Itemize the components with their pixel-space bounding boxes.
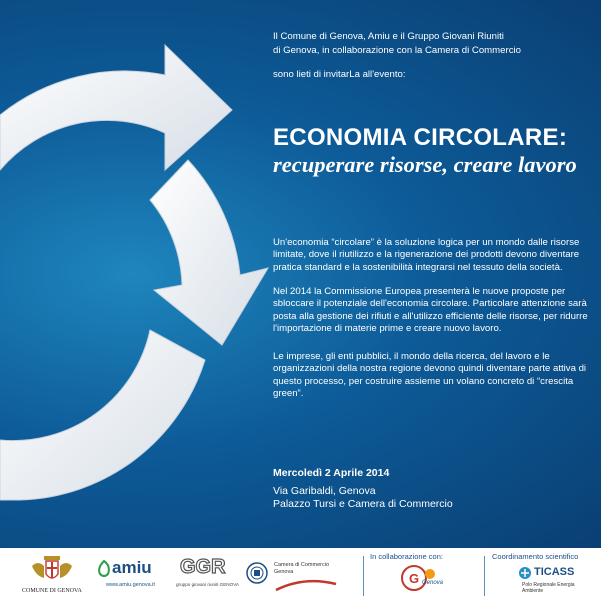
svg-text:G: G (408, 571, 420, 586)
coat-of-arms-icon (22, 554, 82, 586)
collaboration-label: In collaborazione con: (370, 552, 443, 561)
camera-label-line2: Genova (274, 569, 294, 575)
genova-more-icon (400, 562, 446, 594)
event-title: ECONOMIA CIRCOLARE: (273, 124, 568, 151)
event-venue: Palazzo Tursi e Camera di Commercio (273, 498, 453, 510)
ticass-icon (518, 566, 532, 580)
body-paragraph-2: Nel 2014 la Commissione Europea presenterà le nuove proposte per sbloccare il potenziale dell'economia circolare. Particolare attenzione sarà posta alla gestione dei rifiuti e all'utilizzo efficiente delle risorse, per ridurre l'importazione di materie prime e creare nuovo lavoro. (273, 286, 588, 334)
intro-text (273, 30, 573, 58)
event-subtitle: recuperare risorse, creare lavoro (273, 152, 577, 177)
amiu-name: amiu (112, 558, 152, 577)
camera-commercio-logo (246, 560, 342, 594)
footer-divider-2 (484, 556, 485, 596)
event-date: Mercoledì 2 Aprile 2014 (273, 467, 390, 479)
amiu-leaf-icon (96, 560, 112, 578)
ggr-caption: gruppo giovani riuniti GENOVA (176, 582, 239, 587)
sponsor-footer (0, 548, 601, 600)
body-paragraph-3: Le imprese, gli enti pubblici, il mondo della ricerca, del lavoro e le organizzazioni della nostra regione devono quindi diventare parte attiva di questo processo, per costruire assieme un volano concreto di “crescita green”. (273, 351, 587, 399)
camera-swoosh-icon (274, 578, 338, 592)
comune-label: COMUNE DI GENOVA (22, 588, 82, 594)
amiu-logo (96, 558, 158, 596)
invite-line: sono lieti di invitarLa all'evento: (273, 69, 406, 80)
camera-label-line1: Camera di Commercio (274, 562, 330, 568)
intro-line-1: Il Comune di Genova, Amiu e il Gruppo Giovani Riuniti (273, 31, 504, 42)
ticass-name: TICASS (534, 566, 575, 578)
comune-genova-logo (22, 554, 82, 598)
amiu-url: www.amiu.genova.it (106, 582, 155, 588)
ggr-name: GGR (180, 556, 226, 578)
genova-more-logo (400, 562, 446, 596)
footer-divider-1 (363, 556, 364, 596)
ggr-logo (176, 556, 239, 596)
event-address: Via Garibaldi, Genova (273, 485, 376, 497)
camera-seal-icon (246, 562, 268, 584)
intro-line-2: di Genova, in collaborazione con la Camera di Commercio (273, 45, 521, 56)
arrow-segment-right (150, 160, 268, 345)
body-paragraph-1: Un'economia “circolare” è la soluzione logica per un mondo dalle risorse limitate, dove il riutilizzo e la rigenerazione dei prodotti devono diventare pratica standard e la sostenibilità integrarsi nel tessuto della società. (273, 237, 580, 273)
ticass-caption: Polo Regionale Energia Ambiente (522, 582, 575, 594)
genova-more-text: Genova (422, 580, 444, 586)
scientific-coordination-label: Coordinamento scientifico (492, 552, 579, 561)
ticass-logo (516, 564, 580, 598)
arrow-segment-bottom (0, 330, 205, 500)
arrow-segment-top (0, 45, 232, 170)
